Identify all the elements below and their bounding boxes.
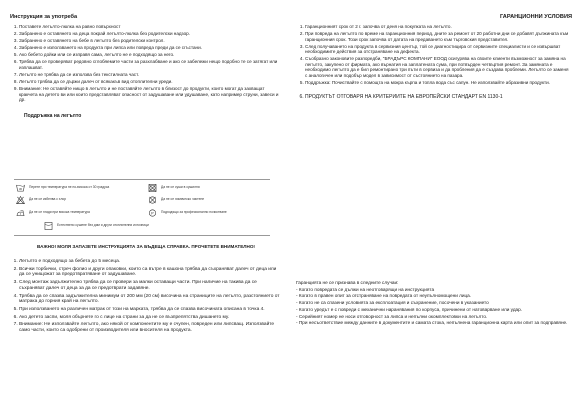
instruction-item: 4. Забранено е използването на продукта при липса или повреда преди да се сгъстани. (19, 45, 282, 51)
standard-list (296, 95, 572, 101)
exclusion-item: - Когато повредата се дължи на неотговарящи на инструкцията (296, 286, 435, 292)
exclusions-section (296, 280, 572, 327)
important-notice: ВАЖНО! МОЛЯ ЗАПАЗЕТЕ ИНСТРУКЦИЯТА ЗА БЪДЕЩА СПРАВКА. ПРОЧЕТЕТЕ ВНИМАТЕЛНО! (37, 244, 255, 249)
instruction-item: 2. Забранено е оставянето на деца покрай легълто-люлка без родителски надзор. (19, 31, 282, 37)
instruction-item: 8. Легълто трябва да се държи далеч от всякакъв вид отоплителни уреди. (19, 79, 282, 85)
instruction-item: 5. Ако бебето дойки или се изправя сама, легълто не е подходящо за него. (19, 52, 282, 58)
no-bleach-icon (16, 196, 25, 204)
safety-list (10, 259, 282, 334)
exclusion-item: - Когато не са спазени условията за експлоатация и съхранение, посочени в указанието (296, 300, 489, 306)
care-symbols-box (14, 179, 270, 236)
exclusions-intro: Гаранцията не се признава в следните случаи: (296, 280, 399, 285)
care-no-tumble (148, 184, 268, 192)
iron-low-icon (16, 209, 25, 217)
safety-item: 3. След монтаж задължително трябва да се провери за малки оставащи части. При наличие на такива да се съхраняват далеч от деца за да се предотврати задавяне. (19, 280, 282, 291)
safety-item: 6. Ако детето заспи, моля обърнете го с лице на страни за да не се възпрепятства дишането му. (19, 315, 282, 321)
warranty-item: 1. Гаранционният срок от 2 г. започва от деня на покупката на легълто. (305, 24, 572, 30)
care-text: Да не се химическо чистене (161, 197, 205, 202)
care-wash (16, 184, 134, 192)
care-text: Перете при температура не по-висока от 30 градуса (29, 185, 110, 190)
care-no-bleach (16, 196, 134, 204)
care-text: Да не се суши в сушилня (161, 185, 200, 190)
instruction-item: 1. Поставете легълто-люлка на равно повърхност (19, 24, 282, 30)
warranty-item: 4. Съобразно законовите разпоредби, "БРАДЪРС КОМПАНИ" ЕООД осигурява на своите клиенти възможност за замяна на легълто, закупено от фирмата, ако върнатия на заплатената сума, при потвърден четвъртия ремонт. За замяната е необходимо легълто да е бил ремонтирано три пъти в сервиза и да пробления да е създава проблеми. Легълто се заменя с аналогичен или подобър модел в зависимост от състоянието на пазара. (305, 56, 572, 78)
warranty-list (296, 24, 572, 85)
safety-item: 4. Трябва да се спазва задължителна минимум от 200 мм (20 см) височина на страниците на легълто, разстоянието от матрака до горния край на легълто. (19, 294, 282, 305)
warranty-item: 5. Поддръжка: Почиствайте с помощта на мокра кърпа и топла вода със сапун. Не използвайте абразивни продукти. (305, 80, 572, 86)
safety-item: 1. Легълто е подходящо за бебета до 5 месеца. (19, 259, 282, 265)
care-professional (148, 209, 268, 217)
care-heading: Поддръжка на легълто (24, 112, 82, 119)
line-dry-icon (44, 222, 53, 230)
exclusion-item: - При несъответствие между данните в документите и самата стока, непълнена гаранционна карта или опит за подправяне. (296, 320, 568, 326)
exclusion-item: - Серийният номер не носи отговорност за липса и непълни окомплектовки на легълто. (296, 313, 488, 319)
care-no-dry-clean (148, 196, 268, 204)
instructions-section (10, 14, 282, 119)
care-text: Естествено сушене без дим и други отоплителни източници (57, 223, 149, 228)
instructions-list (10, 24, 282, 103)
instruction-item: 3. Забранено е оставянето на бебе в легълто без родителски контрол. (19, 38, 282, 44)
instruction-item: 6. Трябва да се проверяват редовно сглобяемите части за разхлабване и ако се забележи нещо подобно те се затягат или изплашват. (19, 59, 282, 70)
standard-item: 6. ПРОДУКТЪТ ОТГОВАРЯ НА КРИТЕРИИТЕ НА ЕВРОПЕЙСКИ СТАНДАРТ EN 1130-1 (305, 95, 572, 101)
wash-30-icon (16, 184, 25, 192)
professional-clean-icon (148, 209, 157, 217)
warranty-title: ГАРАНЦИОННИ УСЛОВИЯ (499, 14, 572, 20)
safety-item: 5. При използването на различен матрак от този на марката, трябва да се спазва височината описана в точка 4. (19, 307, 282, 313)
care-iron (16, 209, 134, 217)
care-text: Подходящо за професионално почистване (161, 210, 227, 215)
instruction-item: 7. Легълто не трябва да се използва без текстилната част. (19, 72, 282, 78)
warranty-section (296, 14, 572, 102)
instructions-title: Инструкция за употреба (10, 14, 78, 20)
safety-section (10, 259, 282, 336)
care-text: Да не се глади при висока температура (29, 210, 90, 215)
no-tumble-dry-icon (148, 184, 157, 192)
no-dry-clean-icon (148, 196, 157, 204)
instruction-item: 9. Внимание: Не оставяйте нищо в легълто и не поставяйте легълто в близост до продукти, които могат да захващат кракчета на детето ви или които представляват опасност от задушаване или удушаване, като например струни, завеси и др. (19, 86, 282, 103)
safety-item: 2. Всички торбички, стреч фолио и други опаковки, които са вътре в кашона трябва да съхраняват далеч от деца или да се унищожат за предотвратяване от задушаване. (19, 267, 282, 278)
exclusion-item: - Когато в правен опит за отстраняване на повредата от неупълномощени лица. (296, 293, 472, 299)
care-line-dry (44, 222, 264, 230)
svg-text:P: P (151, 211, 154, 216)
safety-item: 7. Внимание: Не използвайте легълто, ако някой от компонентите му е счупен, повреден или липсващ. Използвайте само части, които са одобрени от производителя или вносителя на продукта. (19, 322, 282, 333)
warranty-item: 2. При повреда на легълто по време на гаранционния период, дните за ремонт от 20 работни дни се добавят дължината към гаранционния срок. Този срок започва от датата на предаването към търговския представител. (305, 31, 572, 42)
care-text: Да не се избелва с хлор (29, 197, 67, 202)
warranty-item: 3. След получаването на продукта в сервизния център, той се диагностицира от сервизните специалисти и се извършват необходимите действия за отстраняване на дефекта. (305, 44, 572, 55)
svg-text:30: 30 (19, 187, 22, 191)
exclusion-item: - Когато уредът е с повреди с механични наранявания по корпуса, причинени от натоварване или удар. (296, 306, 523, 312)
